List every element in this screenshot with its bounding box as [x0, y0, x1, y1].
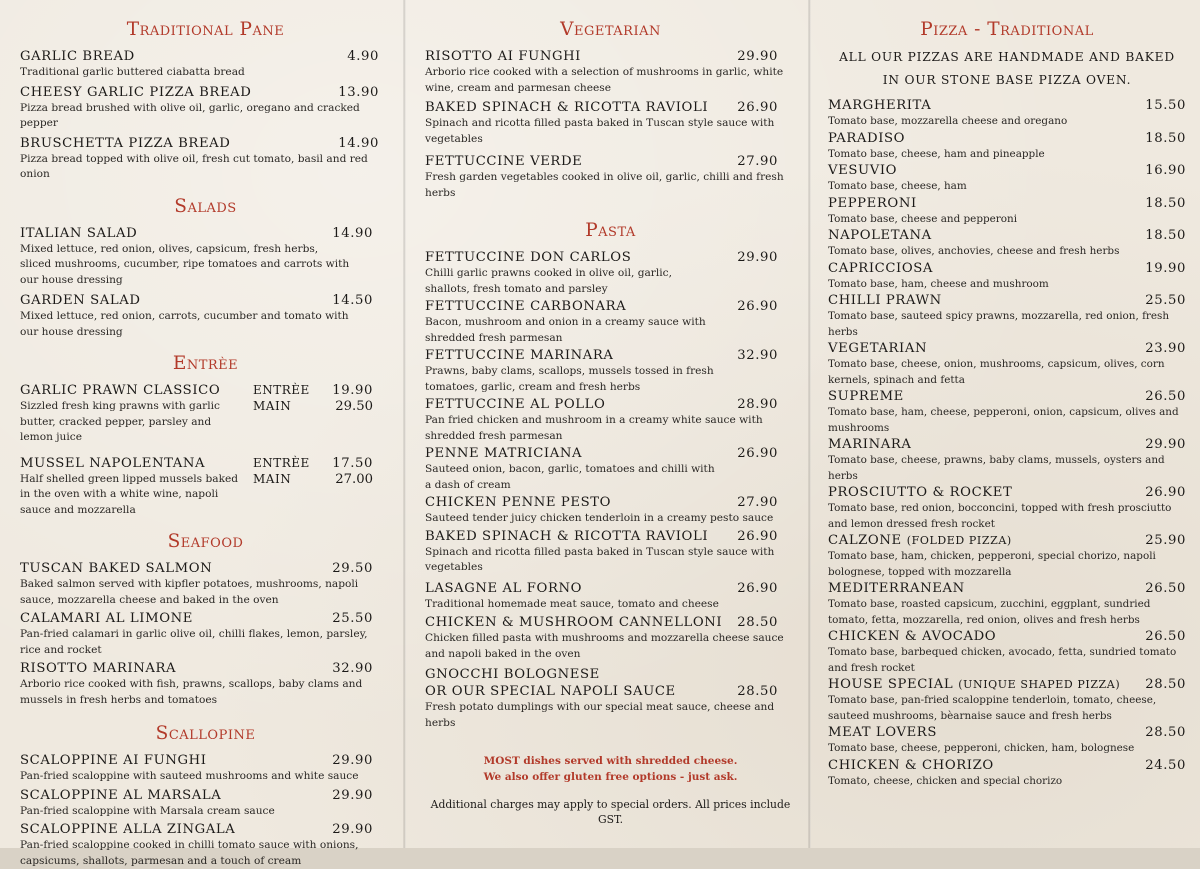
item-name: HOUSE SPECIAL — [828, 677, 954, 692]
main-label: MAIN — [253, 399, 292, 413]
menu-item — [828, 227, 1186, 260]
menu-item — [828, 388, 1186, 436]
menu-item — [425, 48, 796, 96]
item-name: NAPOLETANA — [828, 228, 932, 243]
menu-item — [828, 676, 1186, 724]
item-price: 24.50 — [1145, 757, 1186, 773]
section-title-vegetarian: Vegetarian — [560, 19, 661, 40]
item-price: 26.90 — [737, 446, 778, 461]
section-title-pane: Traditional Pane — [126, 19, 285, 40]
item-price: 28.50 — [1145, 725, 1186, 740]
item-price: 23.90 — [1145, 341, 1186, 356]
item-desc: Sauteed onion, bacon, garlic, tomatoes and chilli with a dash of cream — [425, 463, 715, 491]
menu-item — [828, 484, 1186, 532]
item-name: SCALOPPINE AI FUNGHI — [20, 753, 207, 768]
item-name: TUSCAN BAKED SALMON — [20, 561, 213, 576]
item-name: MEDITERRANEAN — [828, 581, 965, 596]
item-price: 28.50 — [737, 615, 778, 630]
item-desc: Pizza bread topped with olive oil, fresh cut tomato, basil and red onion — [20, 152, 368, 180]
item-desc: Tomato base, cheese, prawns, baby clams, mussels, oysters and herbs — [828, 454, 1165, 482]
item-desc: Tomato base, roasted capsicum, zucchini, eggplant, sundried tomato, fetta, mozzarella, red onion, olives and fresh herbs — [828, 598, 1151, 626]
item-desc: Pan fried chicken and mushroom in a creamy white sauce with shredded fresh parmesan — [425, 414, 763, 442]
item-price: 28.50 — [737, 684, 778, 699]
item-name: SCALOPPINE AL MARSALA — [20, 787, 222, 803]
item-desc: Arborio rice cooked with fish, prawns, scallops, baby clams and mussels in fresh herbs and tomatoes — [20, 678, 363, 706]
entree-label: ENTRÈE — [253, 383, 310, 397]
menu-item — [20, 560, 391, 608]
menu-item — [20, 292, 391, 340]
item-name: CHICKEN & CHORIZO — [828, 757, 994, 773]
item-desc: Tomato base, olives, anchovies, cheese and fresh herbs — [828, 245, 1120, 257]
item-desc: Mixed lettuce, red onion, olives, capsicum, fresh herbs, sliced mushrooms, cucumber, ripe tomatoes and carrots with our house dressing — [20, 242, 350, 286]
menu-item — [425, 666, 796, 731]
menu-item — [828, 580, 1186, 628]
item-name: FETTUCCINE MARINARA — [425, 348, 614, 363]
item-price: 18.50 — [1145, 195, 1186, 211]
item-price: 26.50 — [1145, 581, 1186, 596]
item-desc: Tomato base, ham, cheese, pepperoni, onion, capsicum, olives and mushrooms — [828, 406, 1179, 434]
item-price: 4.90 — [347, 49, 379, 64]
item-desc: Sizzled fresh king prawns with garlic butter, cracked pepper, parsley and lemon juice — [20, 400, 220, 443]
item-desc: Tomato base, cheese, onion, mushrooms, capsicum, olives, corn kernels, spinach and fetta — [828, 358, 1165, 386]
menu-item — [20, 787, 391, 820]
pasta-list — [425, 249, 796, 731]
item-price: 19.90 — [332, 383, 373, 398]
item-name: BAKED SPINACH & RICOTTA RAVIOLI — [425, 100, 709, 115]
item-name-alt: OR OUR SPECIAL NAPOLI SAUCE — [425, 684, 676, 699]
item-name: MARGHERITA — [828, 98, 932, 113]
menu-item — [20, 610, 391, 658]
item-desc: Traditional garlic buttered ciabatta bread — [20, 66, 245, 78]
item-name: ITALIAN SALAD — [20, 225, 138, 241]
menu-item — [20, 135, 391, 183]
section-title-pizza: Pizza - Traditional — [920, 19, 1094, 40]
menu-item — [425, 249, 796, 297]
item-desc: Pan-fried calamari in garlic olive oil, chilli flakes, lemon, parsley, rice and rocket — [20, 628, 368, 656]
item-name: CHICKEN PENNE PESTO — [425, 495, 612, 510]
menu-item — [20, 382, 391, 446]
main-label: MAIN — [253, 471, 292, 486]
menu-item — [425, 528, 796, 576]
menu-column-1 — [0, 0, 405, 867]
item-price: 15.50 — [1145, 98, 1186, 113]
item-desc: Half shelled green lipped mussels baked in the oven with a white wine, napoli sauce and mozzarella — [20, 472, 239, 516]
item-desc: Pizza bread brushed with olive oil, garlic, oregano and cracked pepper — [20, 101, 360, 129]
item-desc: Tomato base, cheese, ham — [828, 180, 967, 192]
item-name: MUSSEL NAPOLENTANA — [20, 455, 206, 471]
menu-item — [20, 455, 391, 519]
menu-item — [828, 195, 1186, 228]
menu-item — [20, 752, 391, 785]
item-name: CHILLI PRAWN — [828, 293, 942, 308]
menu-item — [425, 445, 796, 493]
item-price: 13.90 — [338, 84, 379, 100]
item-price: 16.90 — [1145, 163, 1186, 178]
item-price: 29.50 — [335, 399, 373, 414]
item-name: VESUVIO — [828, 163, 898, 178]
section-title-entree: Entrèe — [172, 353, 239, 374]
item-name: CHICKEN & AVOCADO — [828, 629, 997, 644]
item-price: 25.50 — [1145, 293, 1186, 308]
section-title-seafood: Seafood — [167, 531, 244, 552]
menu-item — [20, 660, 391, 708]
item-price: 14.50 — [332, 293, 373, 308]
menu-item — [425, 153, 796, 201]
item-price: 29.90 — [332, 822, 373, 837]
salads-list — [20, 225, 391, 341]
item-price: 29.90 — [737, 49, 778, 64]
item-desc: Tomato base, cheese, ham and pineapple — [828, 147, 1045, 160]
gluten-note: We also offer gluten free options - just ask. — [483, 771, 738, 783]
cheese-note: MOST dishes served with shredded cheese. — [483, 755, 738, 767]
item-price: 29.90 — [332, 787, 373, 803]
item-desc: Tomato base, cheese, pepperoni, chicken, ham, bolognese — [828, 742, 1135, 754]
item-price: 26.90 — [737, 528, 778, 544]
item-desc: Tomato, cheese, chicken and special chorizo — [828, 774, 1063, 787]
menu-item — [425, 298, 796, 346]
item-name: CHEESY GARLIC PIZZA BREAD — [20, 84, 252, 100]
item-price: 32.90 — [737, 348, 778, 363]
menu-item — [828, 340, 1186, 388]
item-desc: Fresh potato dumplings with our special meat sauce, cheese and herbs — [425, 701, 775, 729]
item-name: RISOTTO AI FUNGHI — [425, 49, 581, 64]
item-desc: Arborio rice cooked with a selection of mushrooms in garlic, white wine, cream and parmesan cheese — [425, 66, 784, 94]
item-desc: Baked salmon served with kipfler potatoes, mushrooms, napoli sauce, mozzarella cheese and baked in the oven — [20, 578, 359, 606]
item-desc: Traditional homemade meat sauce, tomato and cheese — [425, 597, 719, 610]
item-price: 18.50 — [1145, 228, 1186, 243]
item-price: 27.90 — [737, 154, 778, 169]
item-name: FETTUCCINE DON CARLOS — [425, 250, 632, 265]
menu-item — [425, 494, 796, 527]
section-title-salads: Salads — [174, 195, 237, 217]
item-name: SCALOPPINE ALLA ZINGALA — [20, 822, 236, 837]
item-name: PENNE MATRICIANA — [425, 446, 583, 461]
item-name: CAPRICCIOSA — [828, 260, 933, 276]
vegetarian-list — [425, 48, 796, 201]
menu-item — [20, 84, 391, 132]
menu-item — [20, 48, 391, 81]
item-desc: Spinach and ricotta filled pasta baked in Tuscan style sauce with vegetables — [425, 117, 775, 145]
item-price: 26.90 — [1145, 485, 1186, 500]
gst-note: Additional charges may apply to special orders. All prices include GST. — [430, 798, 791, 826]
item-name: CALZONE — [828, 533, 902, 548]
item-name: GARLIC BREAD — [20, 49, 135, 64]
menu-item — [425, 99, 796, 147]
item-desc: Tomato base, red onion, bocconcini, topped with fresh prosciutto and lemon dressed fresh rocket — [828, 502, 1172, 530]
item-price: 25.90 — [1145, 533, 1186, 548]
item-desc: Mixed lettuce, red onion, carrots, cucumber and tomato with our house dressing — [20, 310, 349, 338]
menu-item — [20, 225, 391, 289]
menu-item — [20, 821, 391, 869]
item-price: 26.90 — [737, 580, 778, 596]
item-desc: Tomato base, ham, cheese and mushroom — [828, 277, 1049, 290]
item-name: MEAT LOVERS — [828, 725, 937, 740]
item-price: 32.90 — [332, 661, 373, 676]
item-price: 27.90 — [737, 495, 778, 510]
item-price: 28.90 — [737, 397, 778, 412]
item-desc: Pan-fried scaloppine cooked in chilli tomato sauce with onions, capsicums, shallots, parmesan and a touch of cream — [20, 839, 359, 867]
item-desc: Sauteed tender juicy chicken tenderloin in a creamy pesto sauce — [425, 512, 774, 524]
item-desc: Tomato base, sauteed spicy prawns, mozzarella, red onion, fresh herbs — [828, 310, 1170, 338]
entree-label: ENTRÈE — [253, 455, 310, 470]
seafood-list — [20, 560, 391, 708]
item-name: PARADISO — [828, 130, 906, 146]
item-name: RISOTTO MARINARA — [20, 661, 177, 676]
pizza-intro-line-2: IN OUR STONE BASE PIZZA OVEN. — [882, 72, 1132, 87]
entree-list — [20, 382, 391, 518]
item-name: SUPREME — [828, 389, 904, 404]
pane-list — [20, 48, 391, 183]
item-price: 18.50 — [1145, 130, 1186, 146]
pizza-intro-line-1: ALL OUR PIZZAS ARE HANDMADE AND BAKED — [839, 50, 1175, 64]
item-desc: Chilli garlic prawns cooked in olive oil, garlic, shallots, fresh tomato and parsley — [425, 267, 672, 295]
item-price: 29.50 — [332, 561, 373, 576]
item-name: CALAMARI AL LIMONE — [20, 611, 193, 626]
item-desc: Tomato base, mozzarella cheese and oregano — [828, 115, 1068, 127]
item-name: PROSCIUTTO & ROCKET — [828, 485, 1013, 500]
item-name: MARINARA — [828, 437, 912, 452]
item-desc: Tomato base, ham, chicken, pepperoni, special chorizo, napoli bolognese, topped with mozzarella — [828, 550, 1156, 578]
item-price: 26.90 — [737, 299, 778, 314]
item-name: VEGETARIAN — [828, 341, 928, 356]
item-price: 29.90 — [737, 250, 778, 265]
item-desc: Pan-fried scaloppine with Marsala cream sauce — [20, 804, 275, 817]
item-name: FETTUCCINE AL POLLO — [425, 397, 606, 412]
item-price: 26.50 — [1145, 629, 1186, 644]
pizza-list — [828, 97, 1186, 789]
item-desc: Tomato base, pan-fried scaloppine tenderloin, tomato, cheese, sauteed mushrooms, bèarnaise sauce and fresh herbs — [828, 694, 1157, 722]
menu-item — [828, 162, 1186, 195]
item-desc: Tomato base, barbequed chicken, avocado, fetta, sundried tomato and fresh rocket — [828, 646, 1177, 674]
scallopine-list — [20, 752, 391, 869]
menu-item — [828, 97, 1186, 130]
item-desc: Spinach and ricotta filled pasta baked in Tuscan style sauce with vegetables — [425, 545, 775, 573]
section-title-pasta: Pasta — [585, 220, 636, 241]
item-name: BAKED SPINACH & RICOTTA RAVIOLI — [425, 528, 709, 544]
menu-item — [425, 347, 796, 395]
notes — [425, 753, 796, 827]
menu-item — [828, 757, 1186, 790]
item-desc: Bacon, mushroom and onion in a creamy sauce with shredded fresh parmesan — [425, 316, 706, 344]
menu-item — [425, 580, 796, 613]
item-name: GARLIC PRAWN CLASSICO — [20, 383, 221, 398]
menu-item — [828, 292, 1186, 340]
item-price: 29.90 — [1145, 437, 1186, 452]
item-desc: Prawns, baby clams, scallops, mussels tossed in fresh tomatoes, garlic, cream and fresh herbs — [425, 365, 714, 393]
item-price: 28.50 — [1145, 677, 1186, 692]
item-price: 27.00 — [335, 471, 373, 487]
item-price: 25.50 — [332, 611, 373, 626]
item-name: GARDEN SALAD — [20, 293, 141, 308]
section-title-scallopine: Scallopine — [155, 723, 256, 744]
item-name: CHICKEN & MUSHROOM CANNELLONI — [425, 615, 723, 630]
menu-item — [828, 532, 1186, 580]
menu-item — [828, 724, 1186, 757]
menu-column-3 — [810, 0, 1200, 848]
item-price: 26.90 — [737, 100, 778, 115]
item-desc: Pan-fried scaloppine with sauteed mushrooms and white sauce — [20, 770, 359, 782]
item-price: 19.90 — [1145, 260, 1186, 276]
item-name: FETTUCCINE CARBONARA — [425, 299, 627, 314]
item-price: 26.50 — [1145, 389, 1186, 404]
item-name: PEPPERONI — [828, 195, 917, 211]
item-name: BRUSCHETTA PIZZA BREAD — [20, 135, 231, 151]
menu-item — [425, 614, 796, 662]
item-price: 14.90 — [338, 135, 379, 151]
item-name-suffix: (FOLDED PIZZA) — [906, 534, 1012, 547]
menu-item — [828, 260, 1186, 293]
item-price: 29.90 — [332, 753, 373, 768]
menu-item — [828, 628, 1186, 676]
item-price: 17.50 — [332, 455, 373, 471]
item-name: LASAGNE AL FORNO — [425, 580, 583, 596]
menu-item — [425, 396, 796, 444]
item-desc: Tomato base, cheese and pepperoni — [828, 212, 1018, 225]
menu-item — [828, 130, 1186, 163]
menu-column-2 — [405, 0, 810, 848]
menu-item — [828, 436, 1186, 484]
item-name: GNOCCHI BOLOGNESE — [425, 667, 600, 682]
item-desc: Chicken filled pasta with mushrooms and mozzarella cheese sauce and napoli baked in the oven — [425, 632, 784, 660]
item-price: 14.90 — [332, 225, 373, 241]
item-name: FETTUCCINE VERDE — [425, 154, 583, 169]
item-desc: Fresh garden vegetables cooked in olive oil, garlic, chilli and fresh herbs — [425, 171, 784, 199]
item-name-suffix: (UNIQUE SHAPED PIZZA) — [958, 678, 1121, 691]
